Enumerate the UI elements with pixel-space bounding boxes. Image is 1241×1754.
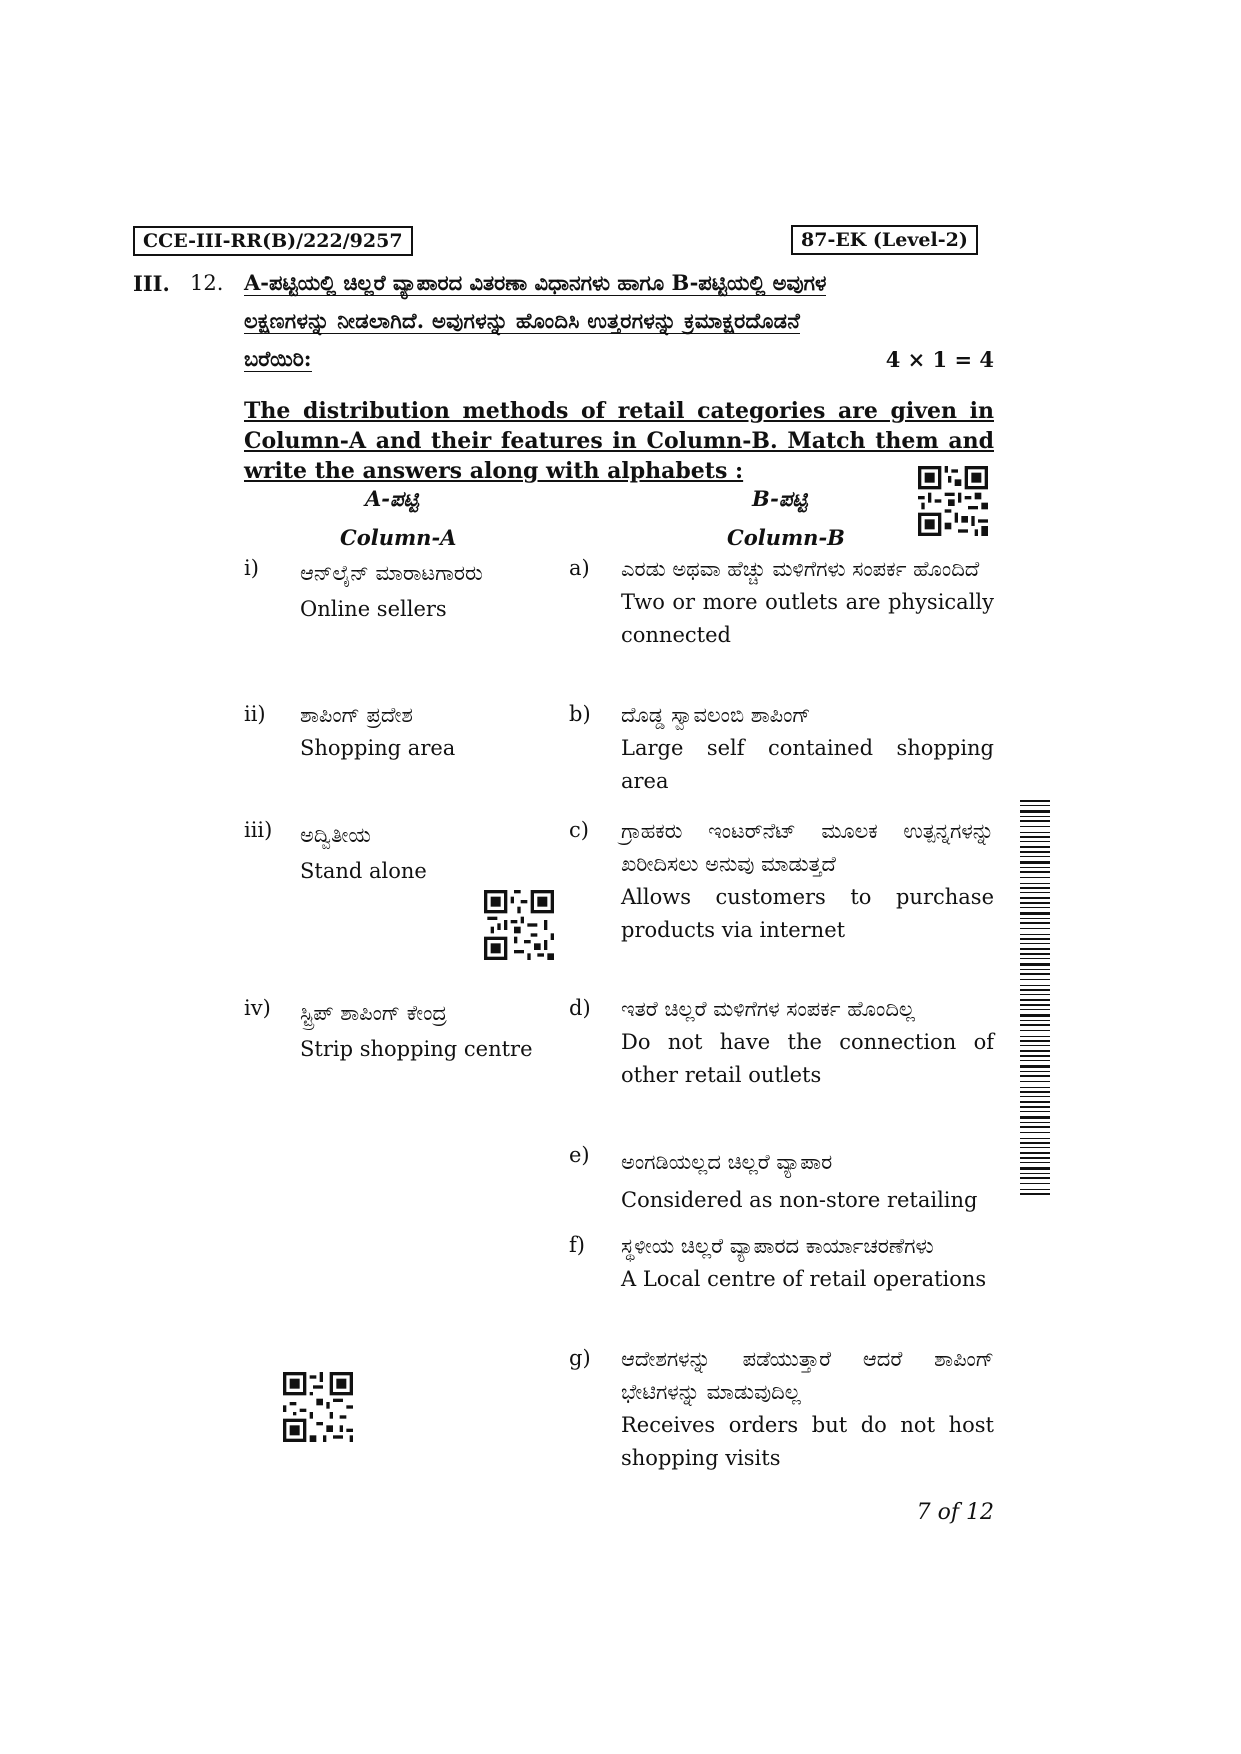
barcode: [1020, 800, 1050, 1195]
column-a-heading: Column-A: [340, 525, 457, 550]
column-b-item-f-kn: ಸ್ಥಳೀಯ ಚಿಲ್ಲರೆ ವ್ಯಾಪಾರದ ಕಾರ್ಯಾಚರಣೆಗಳು: [621, 1234, 934, 1258]
qr-code-top: [918, 466, 988, 536]
column-b-item-g-kn: ಆದೇಶಗಳನ್ನು ಪಡೆಯುತ್ತಾರೆ ಆದರೆ ಶಾಪಿಂಗ್ ಭೇಟಿಗಳನ್ನು ಮಾಡುವುದಿಲ್ಲ: [621, 1347, 994, 1404]
column-b-item-b-en: Large self contained shopping area: [621, 736, 994, 793]
column-a-item-4-kn: ಸ್ಟ್ರಿಪ್ ಶಾಪಿಂಗ್ ಕೇಂದ್ರ: [300, 1001, 447, 1025]
column-b-item-g: [621, 1343, 994, 1475]
column-b-item-f: [621, 1230, 994, 1296]
column-a-item-4: [300, 993, 533, 1066]
column-b-label-b: b): [569, 702, 591, 726]
column-b-item-e: [621, 1140, 994, 1217]
paper-code: CCE-III-RR(B)/222/9257: [133, 226, 413, 256]
kn-instruction-line-3: ಬರೆಯಿರಿ:: [244, 346, 312, 371]
column-b-heading: Column-B: [727, 525, 845, 550]
column-b-label-e: e): [569, 1143, 590, 1167]
column-a-item-3-kn: ಅದ್ವಿತೀಯ: [300, 823, 371, 847]
kn-instruction-line-1: A-ಪಟ್ಟಿಯಲ್ಲಿ ಚಿಲ್ಲರೆ ವ್ಯಾಪಾರದ ವಿತರಣಾ ವಿಧಾನಗಳು ಹಾಗೂ B-ಪಟ್ಟಿಯಲ್ಲಿ ಅವುಗಳ: [244, 270, 827, 295]
question-number: 12.: [190, 271, 224, 295]
column-a-item-3: [300, 815, 427, 888]
column-a-item-2: [300, 699, 455, 765]
column-b-item-a-kn: ಎರಡು ಅಥವಾ ಹೆಚ್ಚು ಮಳಿಗೆಗಳು ಸಂಪರ್ಕ ಹೊಂದಿದೆ: [621, 557, 980, 581]
column-a-item-1-kn: ಆನ್‌ಲೈನ್ ಮಾರಾಟಗಾರರು: [300, 561, 483, 585]
column-b-label-a: a): [569, 556, 590, 580]
column-b-item-d: [621, 993, 994, 1092]
column-b-item-c-kn: ಗ್ರಾಹಕರು ಇಂಟರ್‌ನೆಟ್ ಮೂಲಕ ಉತ್ಪನ್ನಗಳನ್ನು ಖರೀದಿಸಲು ಅನುವು ಮಾಡುತ್ತದೆ: [621, 819, 994, 876]
column-a-item-1-en: Online sellers: [300, 597, 447, 621]
column-a-label-3: iii): [244, 818, 273, 842]
column-a-label-2: ii): [244, 702, 266, 726]
column-a-label-1: i): [244, 556, 259, 580]
column-b-label-f: f): [569, 1233, 585, 1257]
column-b-item-g-en: Receives orders but do not host shopping visits: [621, 1413, 994, 1470]
column-a-label-4: iv): [244, 996, 271, 1020]
column-a-kn-heading: A-ಪಟ್ಟಿ: [365, 486, 419, 511]
column-b-item-a-en: Two or more outlets are physically connected: [621, 590, 994, 647]
column-b-item-e-en: Considered as non-store retailing: [621, 1188, 978, 1212]
column-b-label-g: g): [569, 1346, 591, 1370]
qr-code-bottom: [283, 1372, 353, 1442]
qr-code-middle: [484, 890, 554, 960]
column-b-item-b: [621, 699, 994, 798]
section-number: III.: [133, 271, 170, 296]
column-a-item-3-en: Stand alone: [300, 859, 427, 883]
column-b-item-d-kn: ಇತರೆ ಚಿಲ್ಲರೆ ಮಳಿಗೆಗಳ ಸಂಪರ್ಕ ಹೊಂದಿಲ್ಲ: [621, 997, 915, 1021]
column-b-label-c: c): [569, 818, 589, 842]
column-b-item-d-en: Do not have the connection of other retail outlets: [621, 1030, 994, 1087]
column-a-item-2-kn: ಶಾಪಿಂಗ್ ಪ್ರದೇಶ: [300, 703, 413, 727]
column-b-item-a: [621, 553, 994, 652]
kn-instruction-line-2: ಲಕ್ಷಣಗಳನ್ನು ನೀಡಲಾಗಿದೆ. ಅವುಗಳನ್ನು ಹೊಂದಿಸಿ ಉತ್ತರಗಳನ್ನು ಕ್ರಮಾಕ್ಷರದೊಡನೆ: [244, 308, 801, 333]
column-a-item-4-en: Strip shopping centre: [300, 1037, 533, 1061]
column-a-item-1: [300, 553, 483, 626]
column-b-item-b-kn: ದೊಡ್ಡ ಸ್ವಾವಲಂಬಿ ಶಾಪಿಂಗ್: [621, 703, 811, 727]
column-b-item-c-en: Allows customers to purchase products via internet: [621, 885, 994, 942]
page-number: 7 of 12: [916, 1500, 994, 1525]
column-b-item-f-en: A Local centre of retail operations: [621, 1267, 987, 1291]
column-a-item-2-en: Shopping area: [300, 736, 456, 760]
column-b-item-c: [621, 815, 994, 947]
en-instruction: The distribution methods of retail categories are given in Column-A and their features in Column-B. Match them and write the answers along with alphabets :: [244, 398, 994, 484]
subject-code: 87-EK (Level-2): [791, 225, 978, 255]
column-b-label-d: d): [569, 996, 591, 1020]
column-b-item-e-kn: ಅಂಗಡಿಯಲ್ಲದ ಚಿಲ್ಲರೆ ವ್ಯಾಪಾರ: [621, 1150, 833, 1174]
marks: 4 × 1 = 4: [885, 347, 994, 372]
column-b-kn-heading: B-ಪಟ್ಟಿ: [752, 486, 808, 511]
